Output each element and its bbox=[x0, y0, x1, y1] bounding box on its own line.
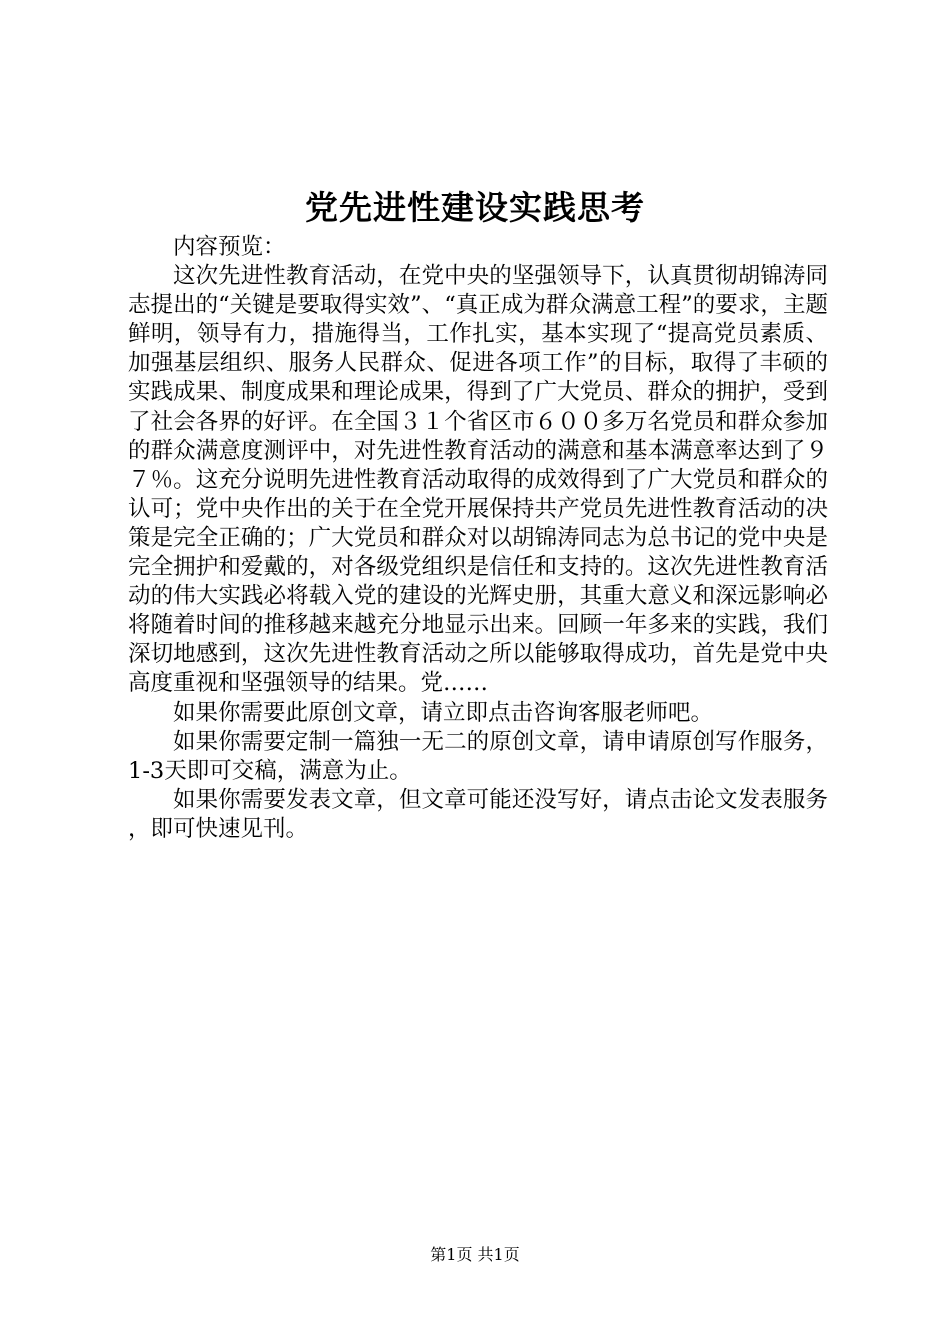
main-paragraph: 这次先进性教育活动，在党中央的坚强领导下，认真贯彻胡锦涛同志提出的“关键是要取得实效”、“真正成为群众满意工程”的要求，主题鲜明，领导有力，措施得当，工作扎实，基本实现了“提高党员素质、加强基层组织、服务人民群众、促进各项工作”的目标，取得了丰硕的实践成果、制度成果和理论成果，得到了广大党员、群众的拥护，受到了社会各界的好评。在全国３１个省区市６００多万名党员和群众参加的群众满意度测评中，对先进性教育活动的满意和基本满意率达到了９７％。这充分说明先进性教育活动取得的成效得到了广大党员和群众的认可；党中央作出的关于在全党开展保持共产党员先进性教育活动的决策是完全正确的；广大党员和群众对以胡锦涛同志为总书记的党中央是完全拥护和爱戴的，对各级党组织是信任和支持的。这次先进性教育活动的伟大实践必将载入党的建设的光辉史册，其重大意义和深远影响必将随着时间的推移越来越充分地显示出来。回顾一年多来的实践，我们深切地感到，这次先进性教育活动之所以能够取得成功，首先是党中央高度重视和坚强领导的结果。党…… bbox=[128, 263, 828, 697]
page-footer: 第1页 共1页 bbox=[430, 1245, 520, 1264]
publish-paragraph: 如果你需要发表文章，但文章可能还没写好，请点击论文发表服务，即可快速见刊。 bbox=[128, 786, 828, 842]
document-title: 党先进性建设实践思考 bbox=[305, 188, 645, 227]
document-body bbox=[128, 233, 828, 844]
preview-label: 内容预览： bbox=[173, 234, 286, 260]
consult-paragraph: 如果你需要此原创文章，请立即点击咨询客服老师吧。 bbox=[173, 699, 714, 726]
custom-writing-paragraph: 如果你需要定制一篇独一无二的原创文章，请申请原创写作服务，1-3天即可交稿，满意为止。 bbox=[128, 728, 828, 784]
